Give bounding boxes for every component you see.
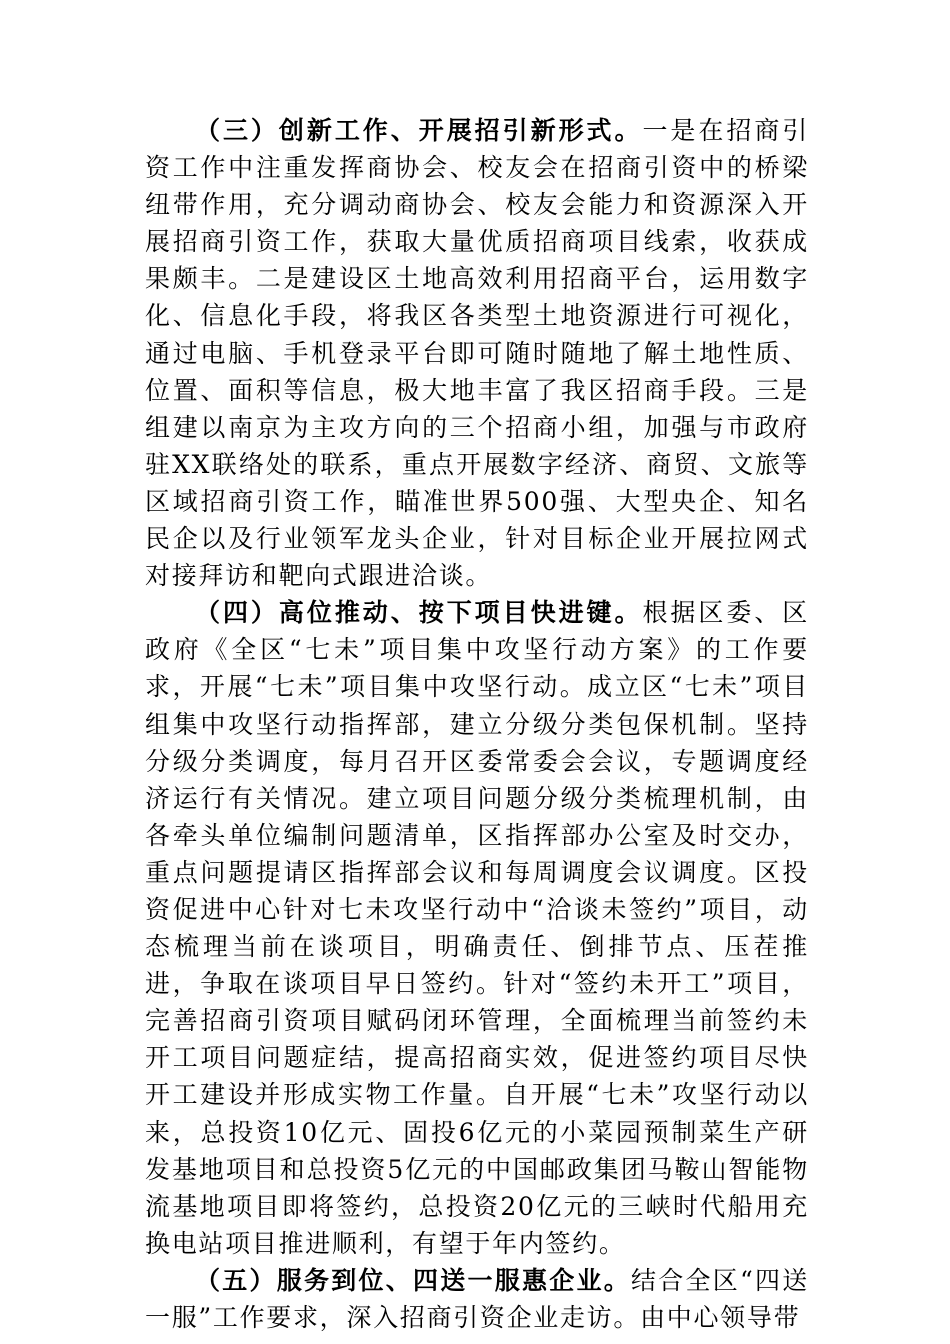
section-heading-service: （五）服务到位、四送一服惠企业。 [195,1265,632,1295]
document-page [145,112,809,1336]
section-heading-innovation: （三）创新工作、开展招引新形式。 [195,116,643,145]
section-body-innovation: 一是在招商引资工作中注重发挥商协会、校友会在招商引资中的桥梁纽带作用，充分调动商协会、校友会能力和资源深入开展招商引资工作，获取大量优质招商项目线索，收获成果颇丰。二是建设区土地高效利用招商平台，运用数字化、信息化手段，将我区各类型土地资源进行可视化，通过电脑、手机登录平台即可随时随地了解土地性质、位置、面积等信息，极大地丰富了我区招商手段。三是组建以南京为主攻方向的三个招商小组，加强与市政府驻XX联络处的联系，重点开展数字经济、商贸、文旅等区域招商引资工作，瞄准世界500强、大型央企、知名民企以及行业领军龙头企业，针对目标企业开展拉网式对接拜访和靶向式跟进洽谈。 [145,116,810,591]
section-heading-promotion: （四）高位推动、按下项目快进键。 [195,598,643,628]
paragraph-innovation [145,112,809,594]
section-body-service: 结合全区“四送一服”工作要求，深入招商引资企业走访。由中心领导带 [145,1265,809,1332]
section-body-promotion: 根据区委、区政府《全区“七未”项目集中攻坚行动方案》的工作要求，开展“七未”项目集中攻坚行动。成立区“七未”项目组集中攻坚行动指挥部，建立分级分类包保机制。坚持分级分类调度，每月召开区委常委会会议，专题调度经济运行有关情况。建立项目问题分级分类梳理机制，由各牵头单位编制问题清单，区指挥部办公室及时交办，重点问题提请区指挥部会议和每周调度会议调度。区投资促进中心针对七未攻坚行动中“洽谈未签约”项目，动态梳理当前在谈项目，明确责任、倒排节点、压茬推进，争取在谈项目早日签约。针对“签约未开工”项目，完善招商引资项目赋码闭环管理，全面梳理当前签约未开工项目问题症结，提高招商实效，促进签约项目尽快开工建设并形成实物工作量。自开展“七未”攻坚行动以来，总投资10亿元、固投6亿元的小菜园预制菜生产研发基地项目和总投资5亿元的中国邮政集团马鞍山智能物流基地项目即将签约，总投资20亿元的三峡时代船用充换电站项目推进顺利，有望于年内签约。 [145,598,810,1258]
paragraph-promotion [145,594,809,1262]
paragraph-service [145,1262,809,1336]
